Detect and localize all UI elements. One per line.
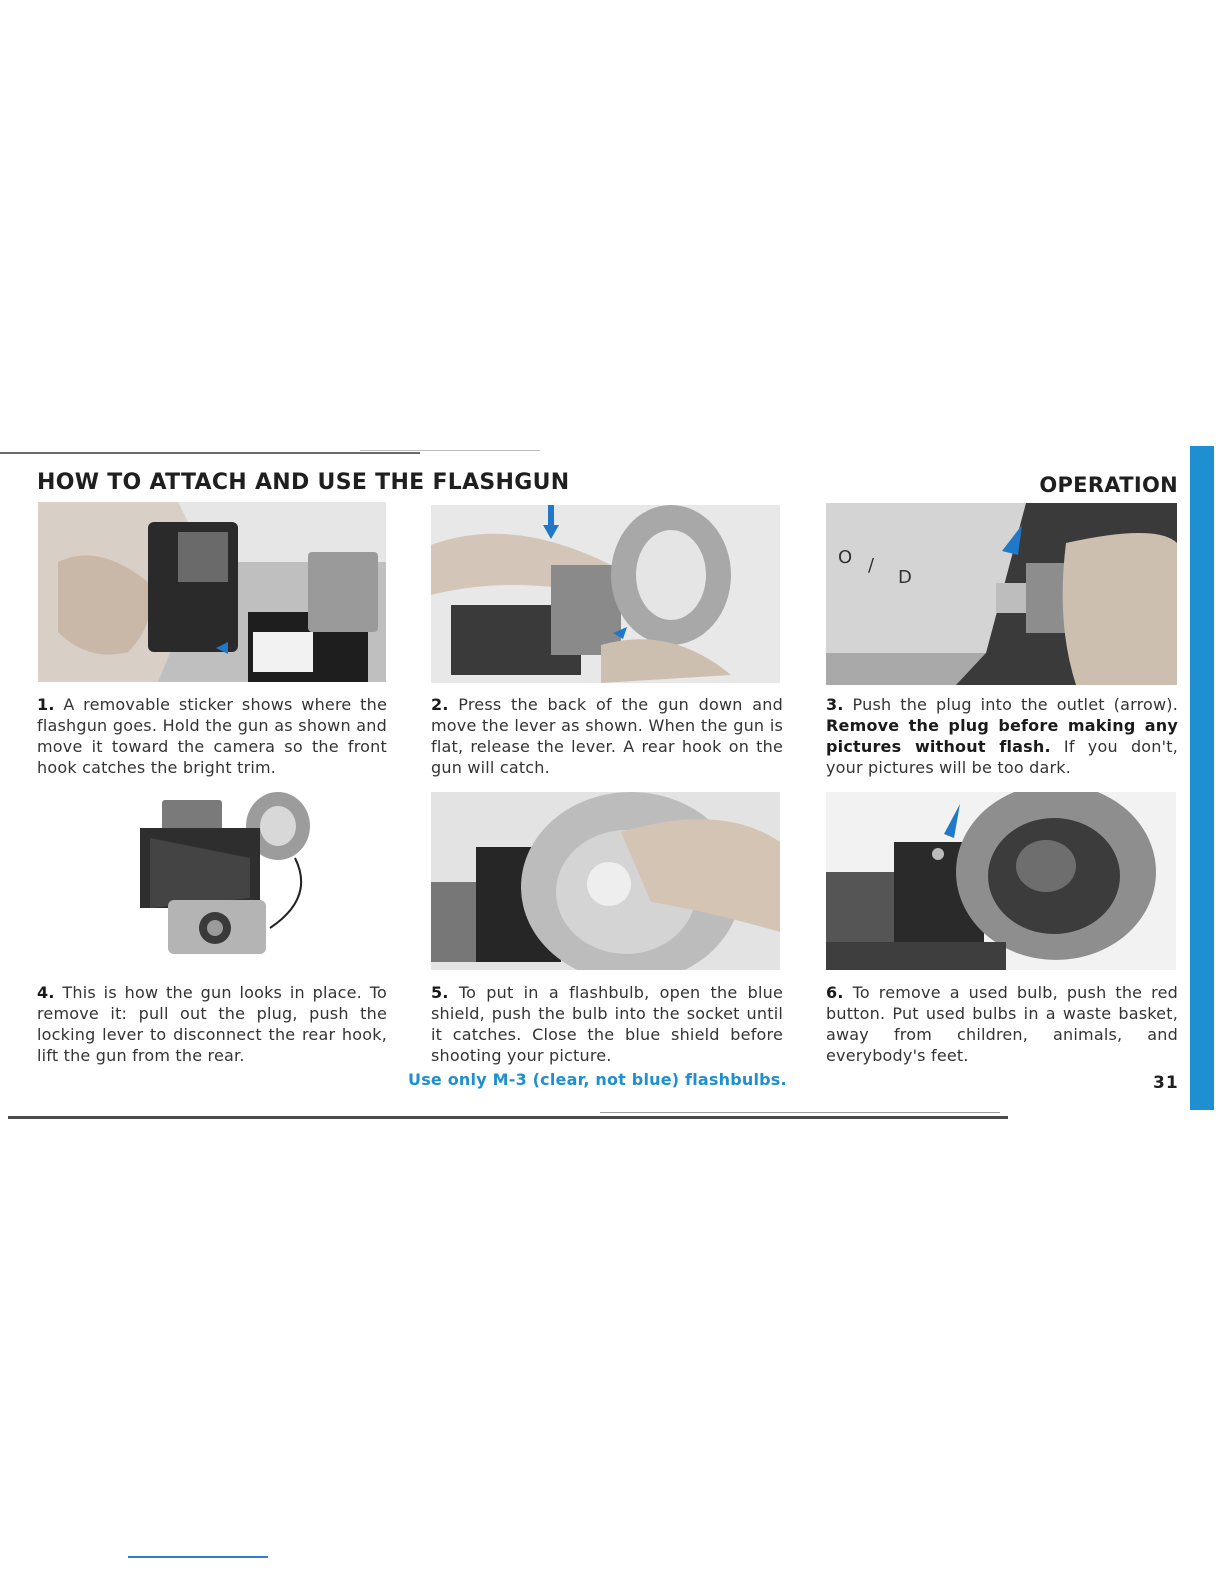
step-number: 2. (431, 695, 449, 714)
bottom-rule-thin (600, 1112, 1000, 1113)
step-number: 3. (826, 695, 844, 714)
step-text: To put in a flashbulb, open the blue shield, push the bulb into the socket until it catches. Close the blue shield before shooting your picture. (431, 983, 783, 1065)
step-number: 5. (431, 983, 449, 1002)
step-warning: Remove the plug before making any pictures without flash. (826, 716, 1178, 756)
step-number: 4. (37, 983, 55, 1002)
svg-text:O: O (838, 547, 853, 568)
step-2-caption (431, 694, 783, 778)
step-number: 6. (826, 983, 844, 1002)
photo-insert-bulb (431, 792, 780, 970)
section-label: OPERATION (1039, 473, 1178, 497)
photo-press-gun (431, 505, 780, 683)
step-text: To remove a used bulb, push the red button. Put used bulbs in a waste basket, away from children, animals, and everybody's feet. (826, 983, 1178, 1065)
photo-plug-outlet (826, 503, 1177, 685)
step-number: 1. (37, 695, 55, 714)
step-5-caption (431, 982, 783, 1066)
bottom-rule (8, 1116, 1008, 1119)
svg-text:/: / (868, 555, 875, 576)
flashbulb-note: Use only M-3 (clear, not blue) flashbulbs. (408, 1070, 787, 1089)
photo-gun-in-place (100, 788, 330, 970)
svg-text:D: D (898, 567, 912, 588)
footer-line (128, 1556, 268, 1558)
section-tab (1190, 446, 1214, 1110)
step-1-caption (37, 694, 387, 778)
step-text: A removable sticker shows where the flashgun goes. Hold the gun as shown and move it toward the camera so the front hook catches the bright trim. (37, 695, 387, 777)
step-text: Push the plug into the outlet (arrow). (852, 695, 1178, 714)
top-rule-thin (360, 450, 540, 451)
step-text: Press the back of the gun down and move the lever as shown. When the gun is flat, release the lever. A rear hook on the gun will catch. (431, 695, 783, 777)
step-3-caption (826, 694, 1178, 778)
photo-remove-bulb (826, 792, 1176, 970)
step-text: This is how the gun looks in place. To remove it: pull out the plug, push the locking lever to disconnect the rear hook, lift the gun from the rear. (37, 983, 387, 1065)
step-text-after: If you don't, your pictures will be too dark. (826, 737, 1178, 777)
page-title: HOW TO ATTACH AND USE THE FLASHGUN (37, 470, 570, 495)
page-number: 31 (1153, 1073, 1179, 1093)
step-4-caption (37, 982, 387, 1066)
top-rule (0, 452, 420, 454)
step-6-caption (826, 982, 1178, 1066)
photo-attach-flashgun (38, 502, 386, 682)
